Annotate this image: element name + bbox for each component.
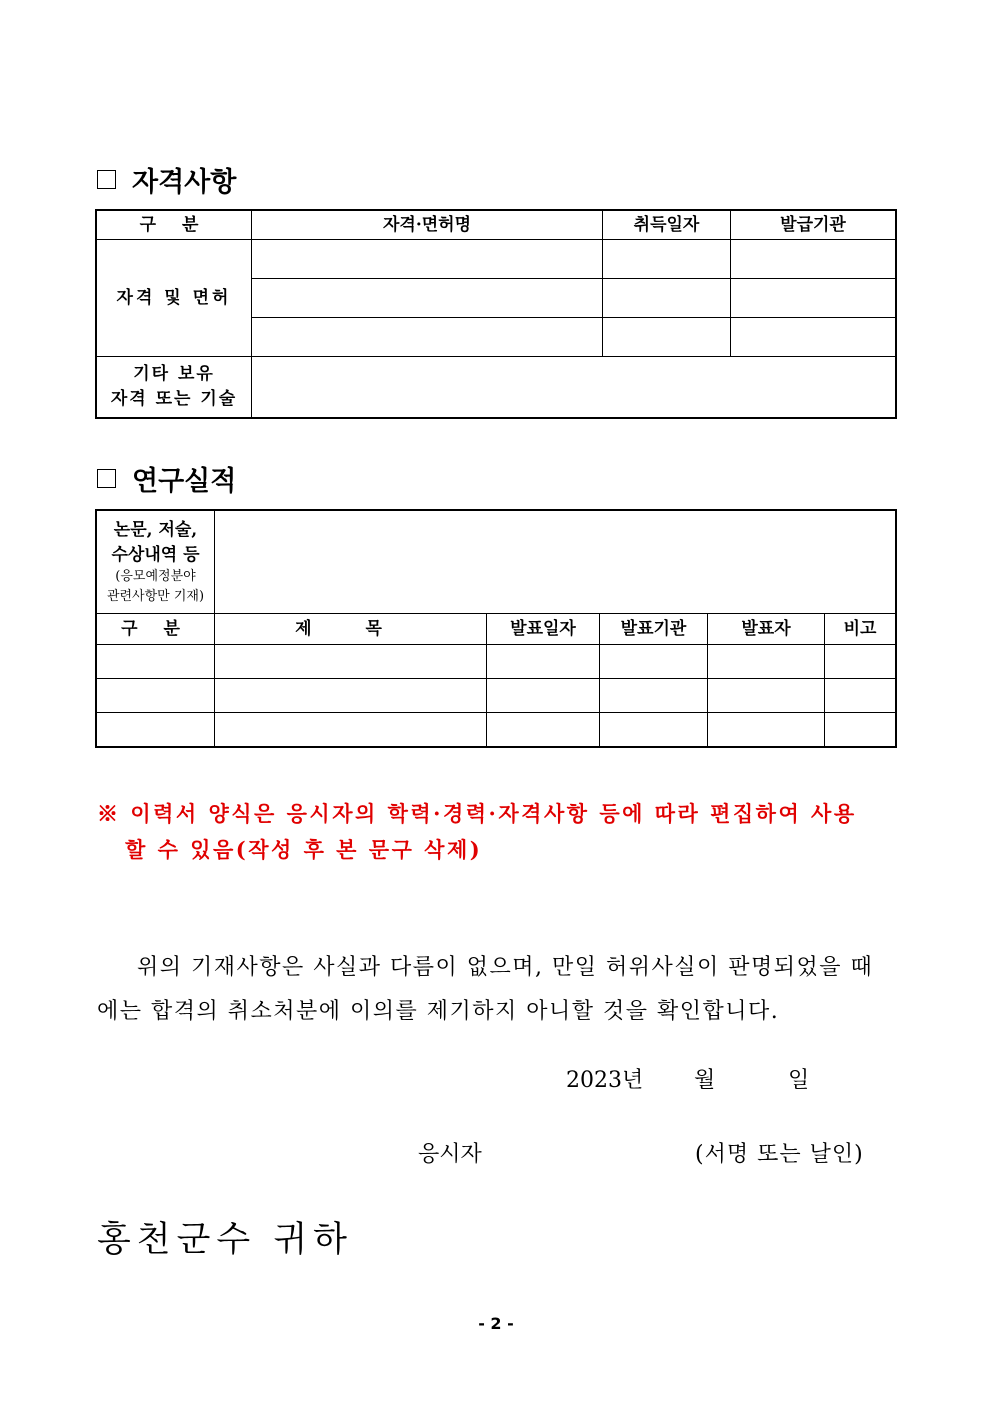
header-publisher: 발표기관 bbox=[600, 614, 708, 645]
table-row bbox=[97, 645, 896, 679]
presenter-cell[interactable] bbox=[708, 713, 825, 747]
summary-label-line1: 논문, 저술, bbox=[113, 519, 198, 540]
presenter-cell[interactable] bbox=[708, 645, 825, 679]
declaration bbox=[97, 946, 902, 1034]
remarks-cell[interactable] bbox=[825, 645, 896, 679]
issuer-cell[interactable] bbox=[731, 240, 896, 279]
title-cell[interactable] bbox=[215, 679, 487, 713]
header-remarks: 비고 bbox=[825, 614, 896, 645]
research-summary-value[interactable] bbox=[215, 511, 896, 614]
issuer-cell[interactable] bbox=[731, 318, 896, 357]
signature-note: (서명 또는 날인) bbox=[695, 1142, 864, 1167]
research-summary-row bbox=[97, 511, 896, 614]
page-number: - 2 - bbox=[478, 1314, 514, 1333]
summary-note-line2: 관련사항만 기재) bbox=[106, 588, 205, 604]
research-section-title bbox=[97, 459, 236, 498]
header-issuer: 발급기관 bbox=[731, 211, 896, 240]
addressee: 홍천군수 귀하 bbox=[97, 1220, 353, 1260]
header-category: 구 분 bbox=[97, 211, 252, 240]
remarks-cell[interactable] bbox=[825, 713, 896, 747]
research-title: 연구실적 bbox=[132, 466, 237, 497]
header-publish-date: 발표일자 bbox=[487, 614, 600, 645]
other-skills-label-line1: 기타 보유 bbox=[133, 364, 215, 385]
research-header-row bbox=[97, 614, 896, 645]
category-cell[interactable] bbox=[97, 713, 215, 747]
title-cell[interactable] bbox=[215, 713, 487, 747]
qualifications-table bbox=[96, 210, 896, 418]
notice-text-line2: 할 수 있음(작성 후 본 문구 삭제) bbox=[125, 837, 483, 862]
category-cell[interactable] bbox=[97, 645, 215, 679]
issuer-cell[interactable] bbox=[731, 279, 896, 318]
other-skills-row bbox=[97, 357, 896, 418]
notice-text-line1: 이력서 양식은 응시자의 학력·경력·자격사항 등에 따라 편집하여 사용 bbox=[130, 801, 857, 826]
table-row bbox=[97, 679, 896, 713]
header-acquired-date: 취득일자 bbox=[603, 211, 731, 240]
publisher-cell[interactable] bbox=[600, 679, 708, 713]
date-month: 월 bbox=[694, 1068, 716, 1093]
license-name-cell[interactable] bbox=[252, 318, 603, 357]
header-category: 구 분 bbox=[97, 614, 215, 645]
declaration-line2: 에는 합격의 취소처분에 이의를 제기하지 아니할 것을 확인합니다. bbox=[97, 999, 780, 1024]
edit-notice bbox=[97, 796, 902, 868]
qualifications-section-title bbox=[97, 160, 236, 199]
license-name-cell[interactable] bbox=[252, 240, 603, 279]
applicant-label: 응시자 bbox=[418, 1142, 482, 1167]
title-cell[interactable] bbox=[215, 645, 487, 679]
header-title: 제 목 bbox=[215, 614, 487, 645]
publish-date-cell[interactable] bbox=[487, 713, 600, 747]
acquired-date-cell[interactable] bbox=[603, 318, 731, 357]
row-label-license: 자격 및 면허 bbox=[97, 240, 252, 357]
checkbox-icon bbox=[97, 469, 116, 488]
reference-mark: ※ bbox=[97, 801, 121, 826]
summary-note-line1: (응모예정분야 bbox=[115, 569, 196, 585]
research-summary-label bbox=[97, 511, 215, 614]
date-day: 일 bbox=[788, 1068, 810, 1093]
research-table bbox=[96, 510, 896, 747]
category-cell[interactable] bbox=[97, 679, 215, 713]
publish-date-cell[interactable] bbox=[487, 679, 600, 713]
remarks-cell[interactable] bbox=[825, 679, 896, 713]
date-year: 2023년 bbox=[566, 1068, 644, 1093]
publish-date-cell[interactable] bbox=[487, 645, 600, 679]
checkbox-icon bbox=[97, 170, 116, 189]
acquired-date-cell[interactable] bbox=[603, 240, 731, 279]
other-skills-label bbox=[97, 357, 252, 418]
table-row bbox=[97, 240, 896, 279]
acquired-date-cell[interactable] bbox=[603, 279, 731, 318]
table-row bbox=[97, 713, 896, 747]
qualifications-title: 자격사항 bbox=[132, 167, 237, 198]
other-skills-value[interactable] bbox=[252, 357, 896, 418]
publisher-cell[interactable] bbox=[600, 713, 708, 747]
header-presenter: 발표자 bbox=[708, 614, 825, 645]
notice-line1 bbox=[97, 796, 902, 832]
license-name-cell[interactable] bbox=[252, 279, 603, 318]
summary-label-line2: 수상내역 등 bbox=[111, 544, 200, 565]
declaration-line1: 위의 기재사항은 사실과 다름이 없으며, 만일 허위사실이 판명되었을 때 bbox=[137, 955, 874, 980]
other-skills-label-line2: 자격 또는 기술 bbox=[110, 389, 238, 409]
header-license-name: 자격·면허명 bbox=[252, 211, 603, 240]
presenter-cell[interactable] bbox=[708, 679, 825, 713]
qualifications-header-row bbox=[97, 211, 896, 240]
publisher-cell[interactable] bbox=[600, 645, 708, 679]
